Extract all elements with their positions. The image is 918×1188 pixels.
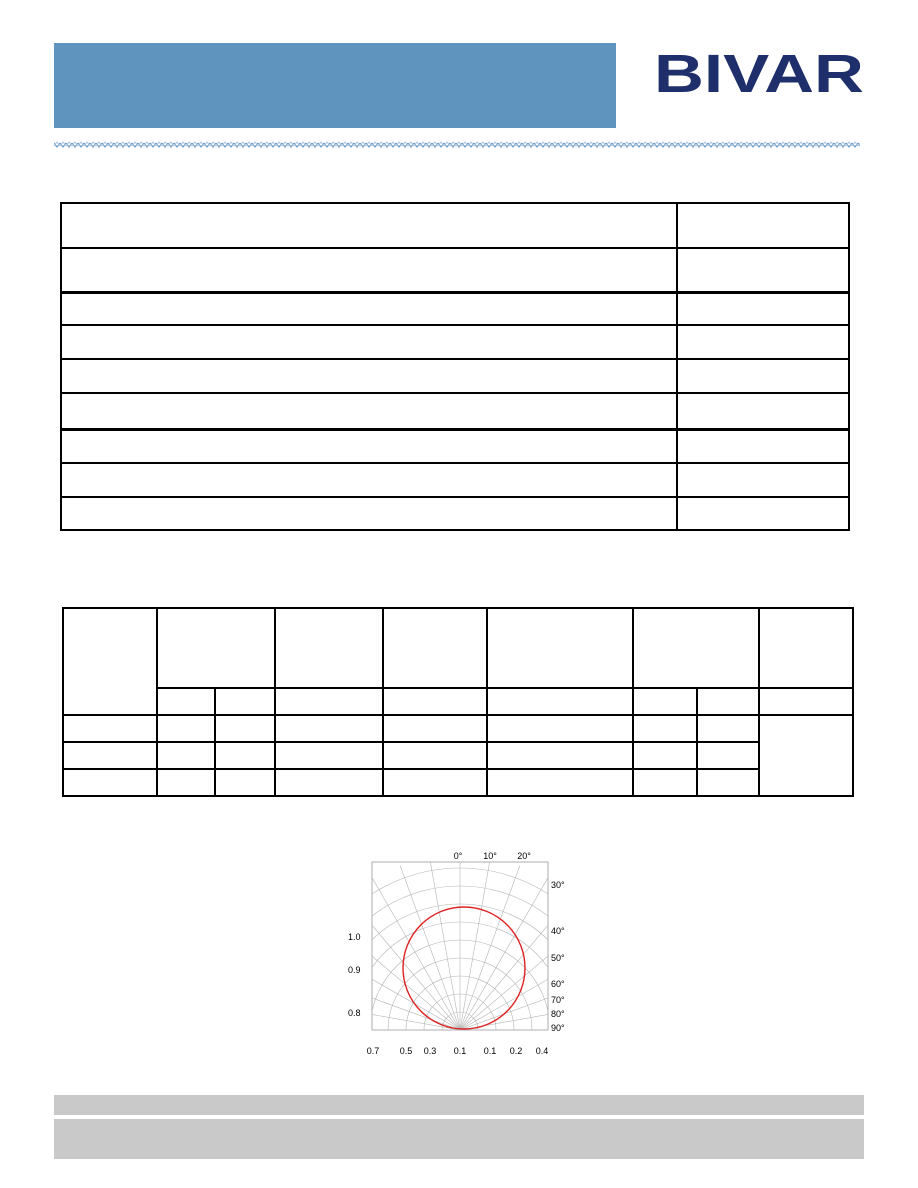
table-row [61, 203, 849, 248]
scale-label-1-0: 1.0 [348, 932, 361, 942]
table-row [63, 769, 853, 796]
header-banner [54, 43, 616, 128]
bottom-label-0-2: 0.2 [509, 1046, 523, 1056]
bottom-label-0-5: 0.5 [399, 1046, 413, 1056]
bivar-logo [652, 42, 867, 97]
table-row [61, 393, 849, 429]
table-subheader-row [63, 688, 853, 715]
angle-label-90: 90° [551, 1023, 565, 1033]
angle-label-60: 60° [551, 979, 565, 989]
angle-label-80: 80° [551, 1009, 565, 1019]
table-row [61, 497, 849, 530]
table-row [61, 248, 849, 292]
polar-grid [340, 855, 570, 1030]
bottom-label-0-1-left: 0.1 [453, 1046, 467, 1056]
grid-arc [340, 868, 570, 1030]
table-row [63, 715, 853, 742]
angle-label-30: 30° [551, 880, 565, 890]
characteristics-table [62, 607, 854, 797]
footer-band-top [54, 1095, 864, 1115]
footer-band-bottom [54, 1119, 864, 1159]
table-row [61, 292, 849, 325]
angle-label-0: 0° [453, 851, 463, 861]
specification-table [60, 202, 850, 531]
table-row [61, 325, 849, 359]
bottom-label-0-3: 0.3 [423, 1046, 437, 1056]
angle-label-20: 20° [517, 851, 531, 861]
angle-label-70: 70° [551, 995, 565, 1005]
radiation-curve [403, 907, 525, 1029]
angle-label-50: 50° [551, 953, 565, 963]
table-row [61, 429, 849, 463]
radiation-pattern-chart [340, 848, 570, 1058]
table-row [61, 359, 849, 393]
bottom-label-0-4: 0.4 [535, 1046, 549, 1056]
grid-radial-line [460, 866, 520, 1030]
table-row [63, 742, 853, 769]
table-header-row [63, 608, 853, 688]
grid-radial-line [400, 866, 460, 1030]
scale-label-0-9: 0.9 [348, 965, 361, 975]
logo-text: BIVAR [654, 44, 864, 97]
bottom-label-0-1-right: 0.1 [483, 1046, 497, 1056]
table-row [61, 463, 849, 497]
angle-label-40: 40° [551, 926, 565, 936]
scale-label-0-8: 0.8 [348, 1008, 361, 1018]
decorative-wave-divider [54, 140, 860, 150]
bottom-label-0-7: 0.7 [366, 1046, 380, 1056]
angle-label-10: 10° [483, 851, 497, 861]
